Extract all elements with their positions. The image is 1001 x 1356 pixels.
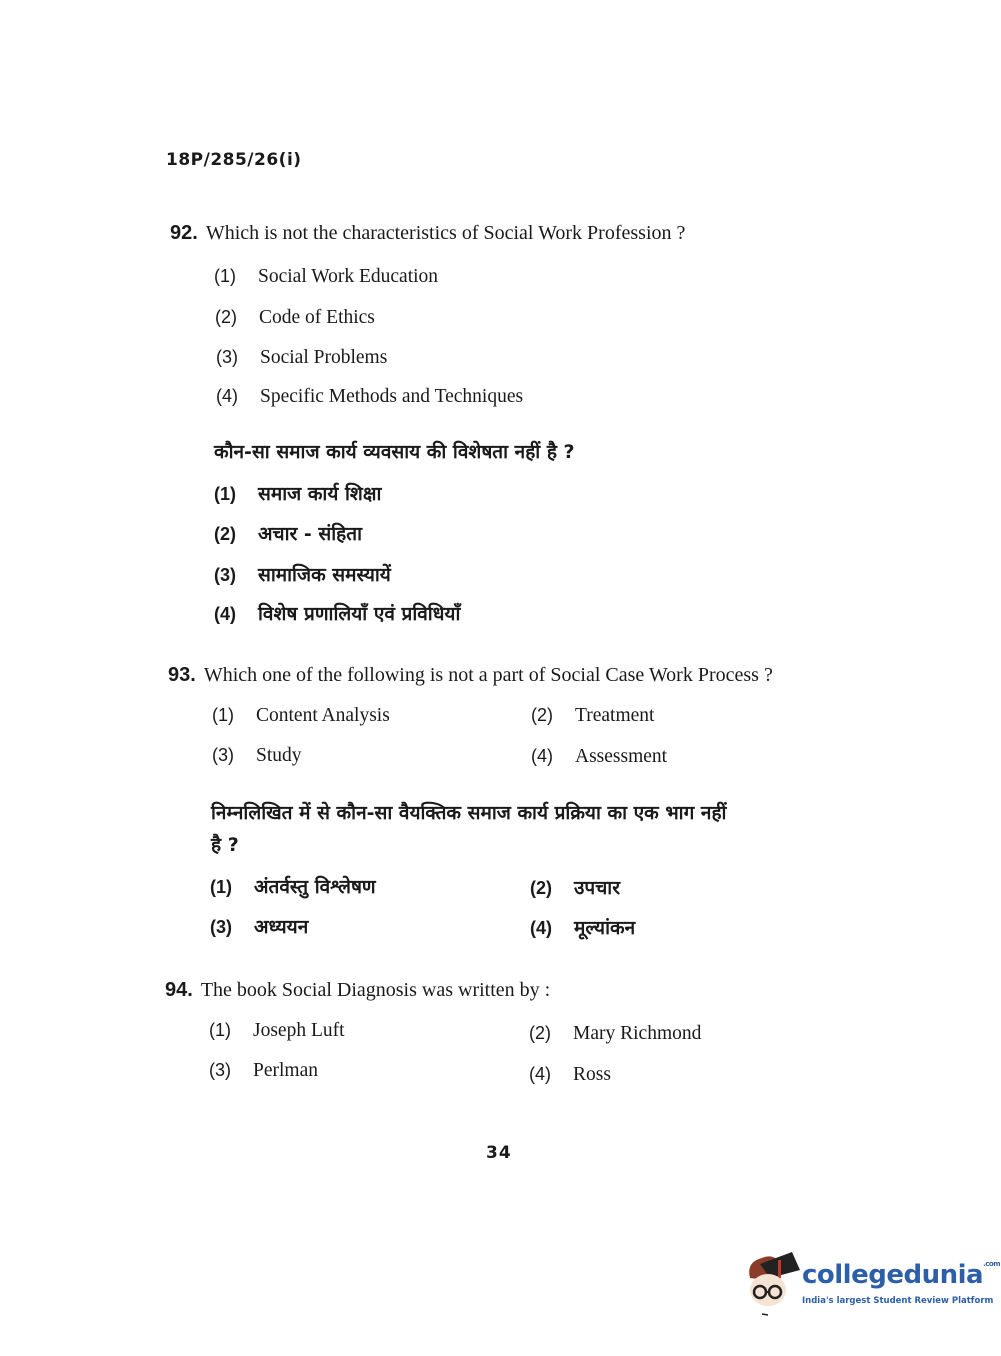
option: (2) Code of Ethics	[215, 307, 375, 328]
question-number: 94.	[165, 979, 193, 1001]
option: (3) Study	[212, 745, 302, 766]
question-text: Which is not the characteristics of Social Work Profession ?	[205, 222, 686, 244]
collegedunia-logo	[742, 1248, 1000, 1324]
option: (2) Mary Richmond	[529, 1023, 702, 1044]
question-text-hindi: निम्नलिखित में से कौन-सा वैयक्तिक समाज कार्य प्रक्रिया का एक भाग नहीं	[211, 802, 727, 824]
option: (1) Content Analysis	[212, 705, 390, 726]
option: (4) Specific Methods and Techniques	[216, 386, 524, 407]
option: (1) Social Work Education	[214, 266, 439, 287]
question-text-hindi: है ?	[211, 834, 239, 856]
question-text: The book Social Diagnosis was written by :	[200, 979, 551, 1001]
question-92	[170, 222, 685, 245]
option: (4) Assessment	[531, 746, 668, 767]
brand-tagline: India's largest Student Review Platform	[802, 1296, 994, 1306]
option-hindi: (2) अचार - संहिता	[214, 523, 362, 545]
option: (1) Joseph Luft	[209, 1020, 345, 1041]
option-hindi: (1) समाज कार्य शिक्षा	[214, 483, 382, 505]
page-number: 34	[486, 1143, 512, 1163]
brand-name: collegedunia$^{.com}$	[802, 1260, 1000, 1290]
option-hindi: (2) उपचार	[530, 877, 620, 899]
mascot-icon	[742, 1248, 802, 1318]
option-hindi: (4) विशेष प्रणालियाँ एवं प्रविधियाँ	[214, 603, 461, 625]
question-93	[168, 664, 773, 687]
question-number: 92.	[170, 222, 198, 244]
option-hindi: (3) सामाजिक समस्यायें	[214, 564, 391, 586]
option: (3) Perlman	[209, 1060, 318, 1081]
question-number: 93.	[168, 664, 196, 686]
question-text: Which one of the following is not a part of Social Case Work Process ?	[203, 664, 773, 686]
option: (2) Treatment	[531, 705, 655, 726]
option-hindi: (3) अध्ययन	[210, 916, 309, 938]
option: (4) Ross	[529, 1064, 611, 1085]
option: (3) Social Problems	[216, 347, 388, 368]
question-text-hindi: कौन-सा समाज कार्य व्यवसाय की विशेषता नहीं है ?	[214, 441, 575, 463]
paper-code: 18P/285/26(i)	[166, 150, 302, 170]
option-hindi: (1) अंतर्वस्तु विश्लेषण	[210, 876, 376, 898]
option-hindi: (4) मूल्यांकन	[530, 917, 636, 939]
question-94	[165, 979, 550, 1002]
